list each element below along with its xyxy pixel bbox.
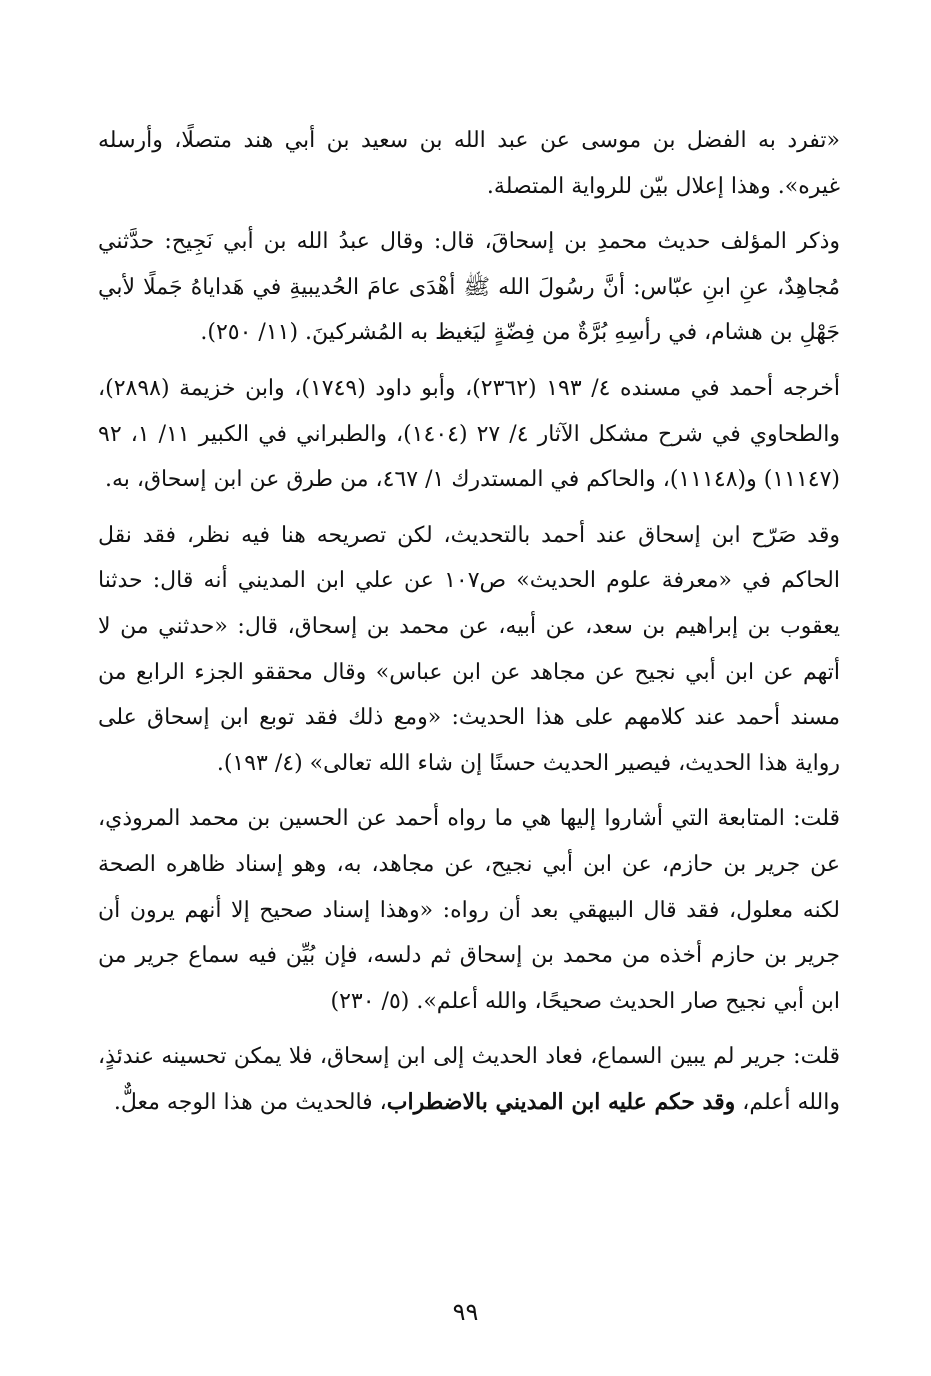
paragraph-3: أخرجه أحمد في مسنده ٤/ ١٩٣ (٢٣٦٢)، وأبو داود (١٧٤٩)، وابن خزيمة (٢٨٩٨)، والطحاوي في شرح مشكل الآثار ٤/ ٢٧ (١٤٠٤)، والطبراني في الكبير ١١/ ١، ٩٢ (١١١٤٧) و(١١١٤٨)، والحاكم في المستدرك ١/ ٤٦٧، من طرق عن ابن إسحاق، به.	[98, 375, 840, 493]
paragraph-6-text-after: ، فالحديث من هذا الوجه معلٌّ.	[113, 1089, 387, 1115]
paragraph-6-text-before: قلت: جرير لم يبين السماع، فعاد الحديث إلى ابن إسحاق، فلا يمكن تحسينه عندئذٍ، والله أعلم،	[98, 1044, 840, 1115]
paragraph-2: وذكر المؤلف حديث محمدِ بن إسحاقَ، قال: وقال عبدُ الله بن أبي نَجِيح: حدَّثني مُجاهِدٌ، عنِ ابنِ عبّاس: أنَّ رسُولَ الله ﷺ أهْدَى عامَ الحُديبيةِ في هَداياهُ جَملًا لأبي جَهْلِ بن هشام، في رأسِهِ بُرَّةٌ من فِضّةٍ ليَغيظ به المُشركينَ. (١١/ ٢٥٠).	[98, 229, 840, 346]
body-text	[98, 118, 840, 1125]
paragraph-5: قلت: المتابعة التي أشاروا إليها هي ما رواه أحمد عن الحسين بن محمد المروذي، عن جرير بن حازم، عن ابن أبي نجيح، عن مجاهد، به، وهو إسناد ظاهره الصحة لكنه معلول، فقد قال البيهقي بعد أن رواه: «وهذا إسناد صحيح إلا أنهم يرون أن جرير بن حازم أخذه من محمد بن إسحاق ثم دلسه، فإن بُيِّن فيه سماع جرير من ابن أبي نجيح صار الحديث صحيحًا، والله أعلم». (٥/ ٢٣٠)	[98, 806, 840, 1014]
paragraph-6	[98, 1034, 840, 1125]
page-number: ٩٩	[452, 1298, 479, 1326]
paragraph-1: «تفرد به الفضل بن موسى عن عبد الله بن سعيد بن أبي هند متصلًا، وأرسله غيره». وهذا إعلال بيّن للرواية المتصلة.	[98, 128, 840, 199]
paragraph-6-bold-text: وقد حكم عليه ابن المديني بالاضطراب	[386, 1088, 736, 1115]
paragraph-4: وقد صَرّح ابن إسحاق عند أحمد بالتحديث، لكن تصريحه هنا فيه نظر، فقد نقل الحاكم في «معرفة علوم الحديث» ص١٠٧ عن علي ابن المديني أنه قال: حدثنا يعقوب بن إبراهيم بن سعد، عن أبيه، عن محمد بن إسحاق، قال: «حدثني من لا أتهم عن ابن أبي نجيح عن مجاهد عن ابن عباس» وقال محققو الجزء الرابع من مسند أحمد عند كلامهم على هذا الحديث: «ومع ذلك فقد توبع ابن إسحاق على رواية هذا الحديث، فيصير الحديث حسنًا إن شاء الله تعالى» (٤/ ١٩٣).	[98, 522, 840, 776]
